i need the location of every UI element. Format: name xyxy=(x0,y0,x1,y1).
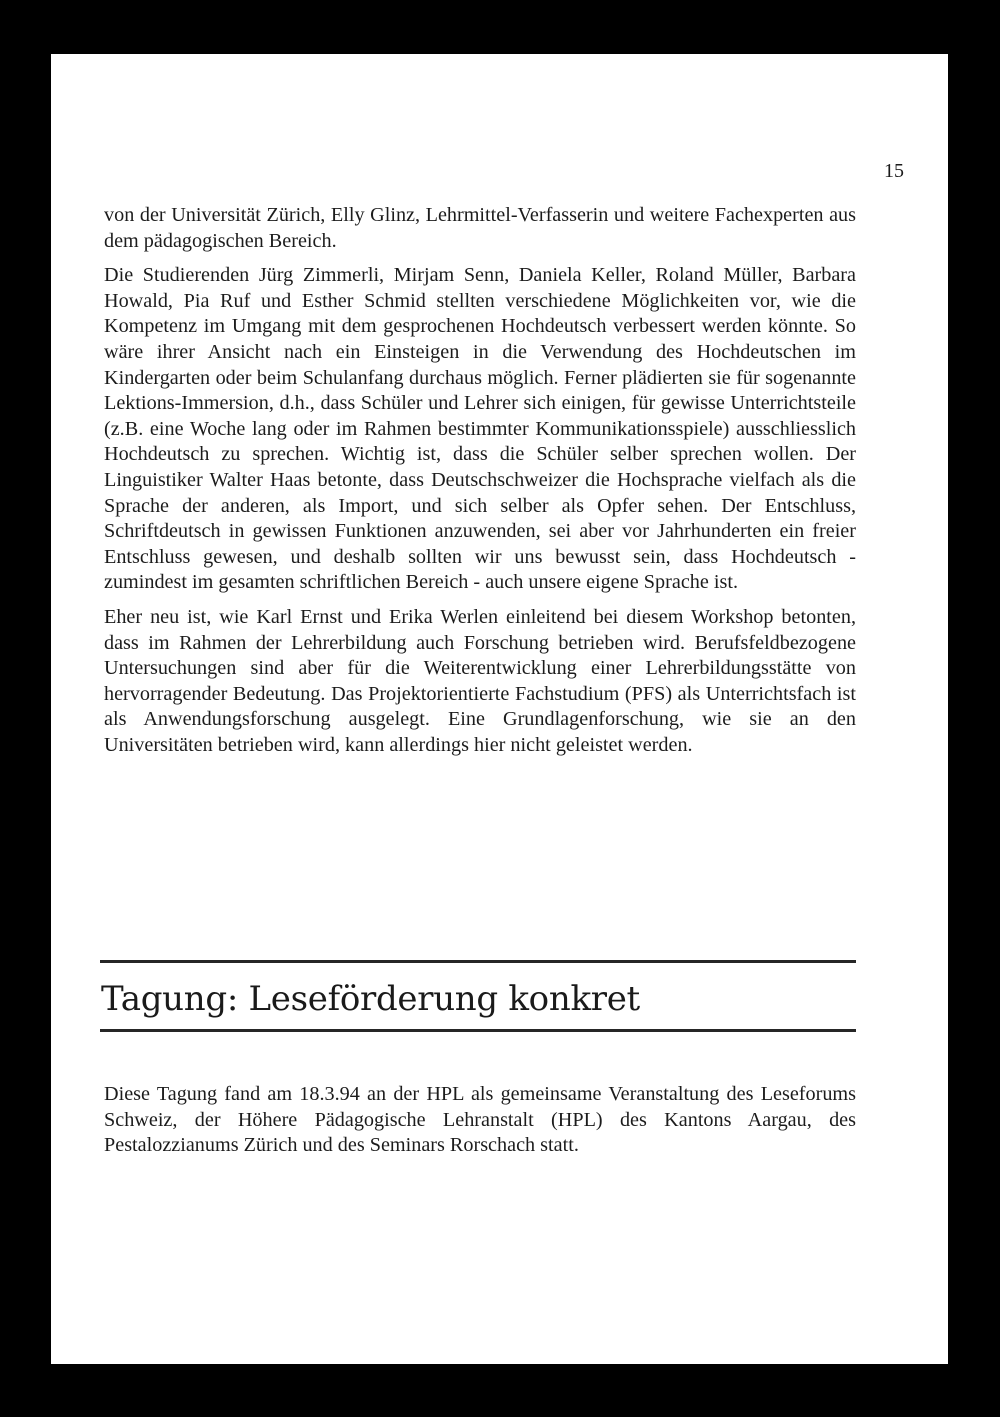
paragraph: von der Universität Zürich, Elly Glinz, Lehrmittel-Verfasserin und weitere Fachexperten aus dem pädagogischen Bereich. xyxy=(104,204,856,252)
section-1-body xyxy=(104,203,856,767)
heading-rule-top xyxy=(100,960,856,963)
section-2-body xyxy=(104,1082,856,1168)
paragraph: Eher neu ist, wie Karl Ernst und Erika Werlen einleitend bei diesem Workshop betonten, dass im Rahmen der Lehrerbildung auch Forschung betrieben wird. Berufsfeldbezogene Untersuchungen sind aber für die Weiterentwicklung einer Lehrerbildungsstätte von hervorragender Bedeutung. Das Projektorientierte Fachstudium (PFS) als Unterrichtsfach ist als Anwendungsforschung ausgelegt. Eine Grundlagenforschung, wie sie an den Universitäten betrieben wird, kann allerdings hier nicht geleistet werden. xyxy=(104,605,856,756)
paragraph: Diese Tagung fand am 18.3.94 an der HPL als gemeinsame Veranstaltung des Leseforums Schweiz, der Höhere Pädagogische Lehranstalt (HPL) des Kantons Aargau, des Pestalozzianums Zürich und des Seminars Rorschach statt. xyxy=(104,1083,856,1157)
document-page xyxy=(51,54,948,1364)
paragraph: Die Studierenden Jürg Zimmerli, Mirjam Senn, Daniela Keller, Roland Müller, Barbara Howald, Pia Ruf und Esther Schmid stellten verschiedene Möglichkeiten vor, wie die Kompetenz im Umgang mit dem gesprochenen Hochdeutsch verbessert werden könnte. So wäre ihrer Ansicht nach ein Einsteigen in die Verwendung des Hochdeutschen im Kindergarten oder beim Schulanfang durchaus möglich. Ferner plädierten sie für sogenannte Lektions-Immersion, d.h., dass Schüler und Lehrer sich einigen, für gewisse Unterrichtsteile (z.B. eine Woche lang oder im Rahmen bestimmter Kommunikationsspiele) ausschliesslich Hochdeutsch zu sprechen. Wichtig ist, dass die Schüler selber sprechen wollen. Der Linguistiker Walter Haas betonte, dass Deutschschweizer die Hochsprache vielfach als die Sprache der anderen, als Import, und sich selber als Opfer sehen. Der Entschluss, Schriftdeutsch in gewissen Funktionen anzuwenden, sei aber vor Jahrhunderten ein freier Entschluss gewesen, und deshalb sollten wir uns bewusst sein, dass Hochdeutsch - zumindest im gesamten schriftlichen Bereich - auch unsere eigene Sprache ist. xyxy=(104,264,856,594)
section-heading: Tagung: Leseförderung konkret xyxy=(101,979,640,1019)
heading-rule-bottom xyxy=(100,1029,856,1032)
page-number: 15 xyxy=(884,160,904,182)
